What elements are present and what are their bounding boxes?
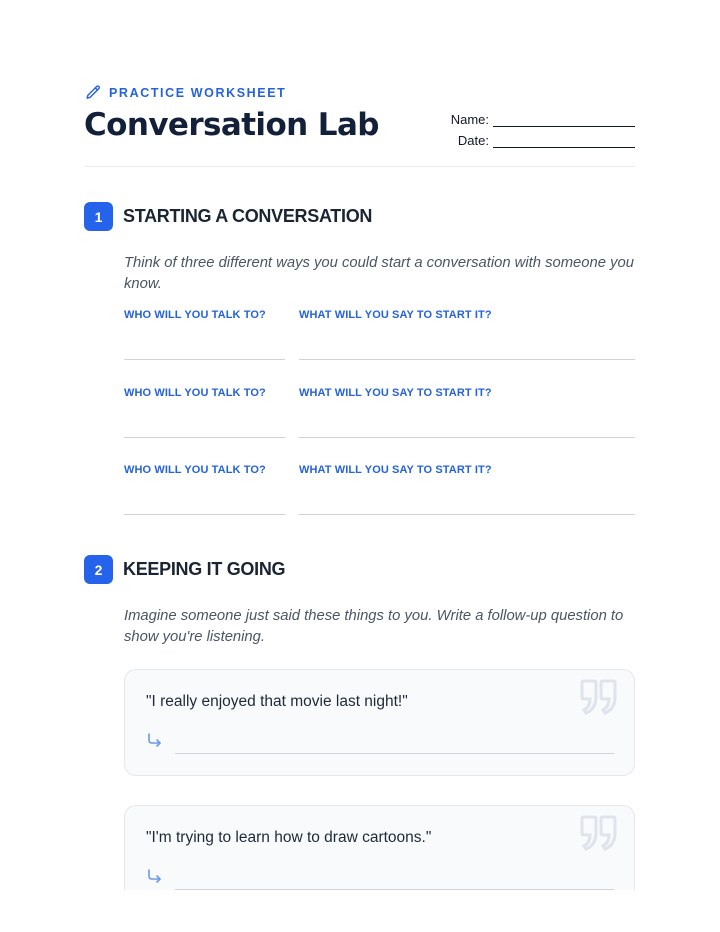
name-field[interactable] — [493, 114, 635, 127]
name-label: Name: — [450, 112, 489, 127]
section-2-number: 2 — [84, 555, 113, 584]
section-2-title: KEEPING IT GOING — [123, 559, 286, 579]
eyebrow — [85, 84, 286, 101]
section-1-instructions: Think of three different ways you could start a conversation with someone you know. — [124, 255, 634, 292]
conversation-row-2 — [124, 387, 635, 443]
quote-mark-icon — [580, 815, 618, 856]
what-answer-line[interactable] — [299, 514, 635, 515]
section-2-header — [84, 555, 285, 584]
section-1-number: 1 — [84, 202, 113, 231]
name-date-block — [451, 106, 635, 148]
reply-arrow-icon — [147, 868, 163, 889]
prompt-card — [124, 805, 635, 890]
who-answer-line[interactable] — [124, 514, 285, 515]
who-label: WHO WILL YOU TALK TO? — [124, 309, 266, 321]
who-answer-line[interactable] — [124, 359, 285, 360]
page-title: Conversation Lab — [84, 107, 379, 143]
what-label: WHAT WILL YOU SAY TO START IT? — [299, 387, 492, 399]
answer-line[interactable] — [175, 753, 614, 754]
pencil-icon — [85, 84, 102, 101]
section-1-header — [84, 202, 372, 231]
who-answer-line[interactable] — [124, 437, 285, 438]
who-label: WHO WILL YOU TALK TO? — [124, 464, 266, 476]
prompt-quote: "I'm trying to learn how to draw cartoons." — [146, 829, 432, 846]
reply-arrow-icon — [147, 732, 163, 753]
what-answer-line[interactable] — [299, 359, 635, 360]
what-label: WHAT WILL YOU SAY TO START IT? — [299, 464, 492, 476]
date-field[interactable] — [493, 135, 635, 148]
conversation-row-1 — [124, 309, 635, 365]
what-answer-line[interactable] — [299, 437, 635, 438]
section-2-instructions: Imagine someone just said these things to you. Write a follow-up question to show you're listening. — [124, 608, 624, 645]
what-label: WHAT WILL YOU SAY TO START IT? — [299, 309, 492, 321]
who-label: WHO WILL YOU TALK TO? — [124, 387, 266, 399]
conversation-row-3 — [124, 464, 635, 520]
prompt-quote: "I really enjoyed that movie last night!" — [146, 693, 408, 710]
prompt-card — [124, 669, 635, 776]
quote-mark-icon — [580, 679, 618, 720]
date-label: Date: — [457, 133, 489, 148]
answer-line[interactable] — [175, 889, 614, 890]
header-divider — [84, 166, 635, 167]
section-1-title: STARTING A CONVERSATION — [123, 206, 373, 226]
eyebrow-text: PRACTICE WORKSHEET — [109, 85, 287, 100]
